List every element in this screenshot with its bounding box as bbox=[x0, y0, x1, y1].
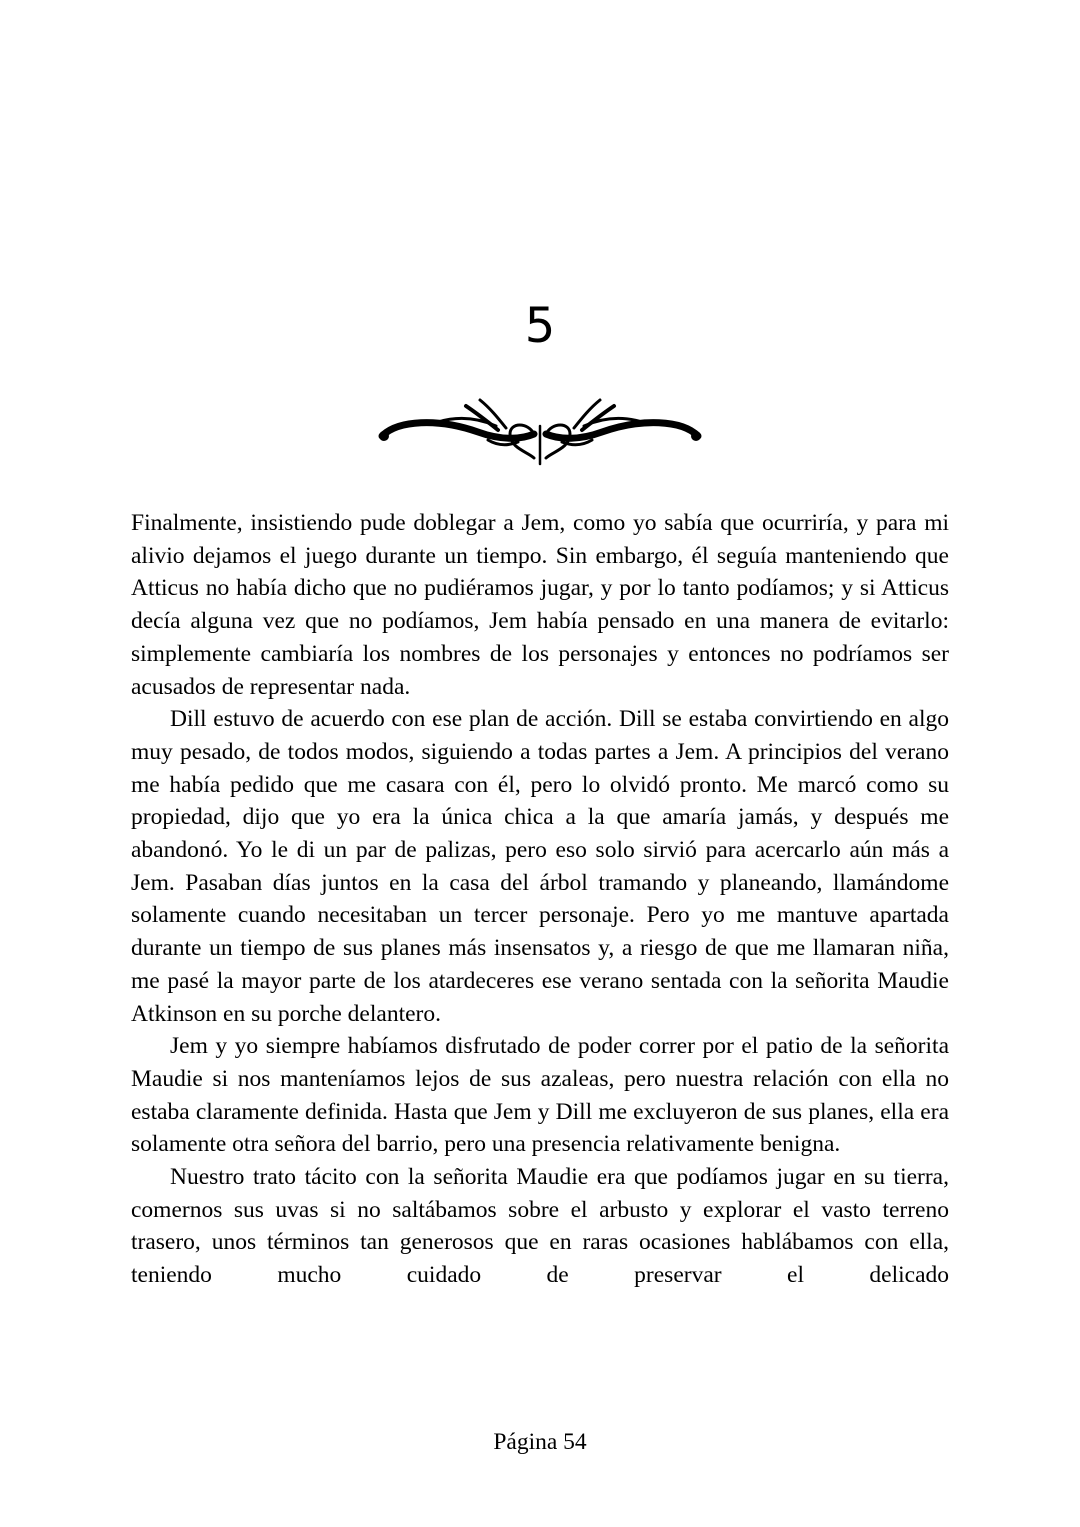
paragraph-3: Jem y yo siempre habíamos disfrutado de poder correr por el patio de la señorita Maudie si nos manteníamos lejos de sus azaleas, pero nuestra relación con ella no estaba claramente definida. Hasta que Jem y Dill me excluyeron de sus planes, ella era solamente otra señora del barrio, pero una presencia relativamente benigna. bbox=[131, 1033, 949, 1158]
page-number: Página 54 bbox=[493, 1429, 587, 1455]
paragraph-2: Dill estuvo de acuerdo con ese plan de acción. Dill se estaba convirtiendo en algo muy pesado, de todos modos, siguiendo a todas partes a Jem. A principios del verano me había pedido que me casara con él, pero lo olvidó pronto. Me marcó como su propiedad, dijo que yo era la única chica a la que amaría jamás, y después me abandonó. Yo le di un par de palizas, pero eso solo sirvió para acercarlo aún más a Jem. Pasaban días juntos en la casa del árbol tramando y planeando, llamándome solamente cuando necesitaban un tercer personaje. Pero yo me mantuve apartada durante un tiempo de sus planes más insensatos y, a riesgo de que me llamaran niña, me pasé la mayor parte de los atardeceres ese verano sentada con la señorita Maudie Atkinson en su porche delantero. bbox=[131, 706, 949, 1027]
paragraph-4: Nuestro trato tácito con la señorita Maudie era que podíamos jugar en su tierra, comernos sus uvas si no saltábamos sobre el arbusto y explorar el vasto terreno trasero, unos términos tan generosos que en raras ocasiones hablábamos con ella, teniendo mucho cuidado de preservar el delicado bbox=[131, 1164, 949, 1289]
chapter-body bbox=[131, 507, 949, 1292]
paragraph-1: Finalmente, insistiendo pude doblegar a Jem, como yo sabía que ocurriría, y para mi alivio dejamos el juego durante un tiempo. Sin embargo, él seguía manteniendo que Atticus no había dicho que no pudiéramos jugar, y por lo tanto podíamos; y si Atticus decía alguna vez que no podíamos, Jem había pensado en una manera de evitarlo: simplemente cambiaría los nombres de los personajes y entonces no podríamos ser acusados de representar nada. bbox=[131, 510, 949, 700]
chapter-number: 5 bbox=[524, 298, 556, 354]
flourish-ornament-icon bbox=[378, 396, 702, 468]
